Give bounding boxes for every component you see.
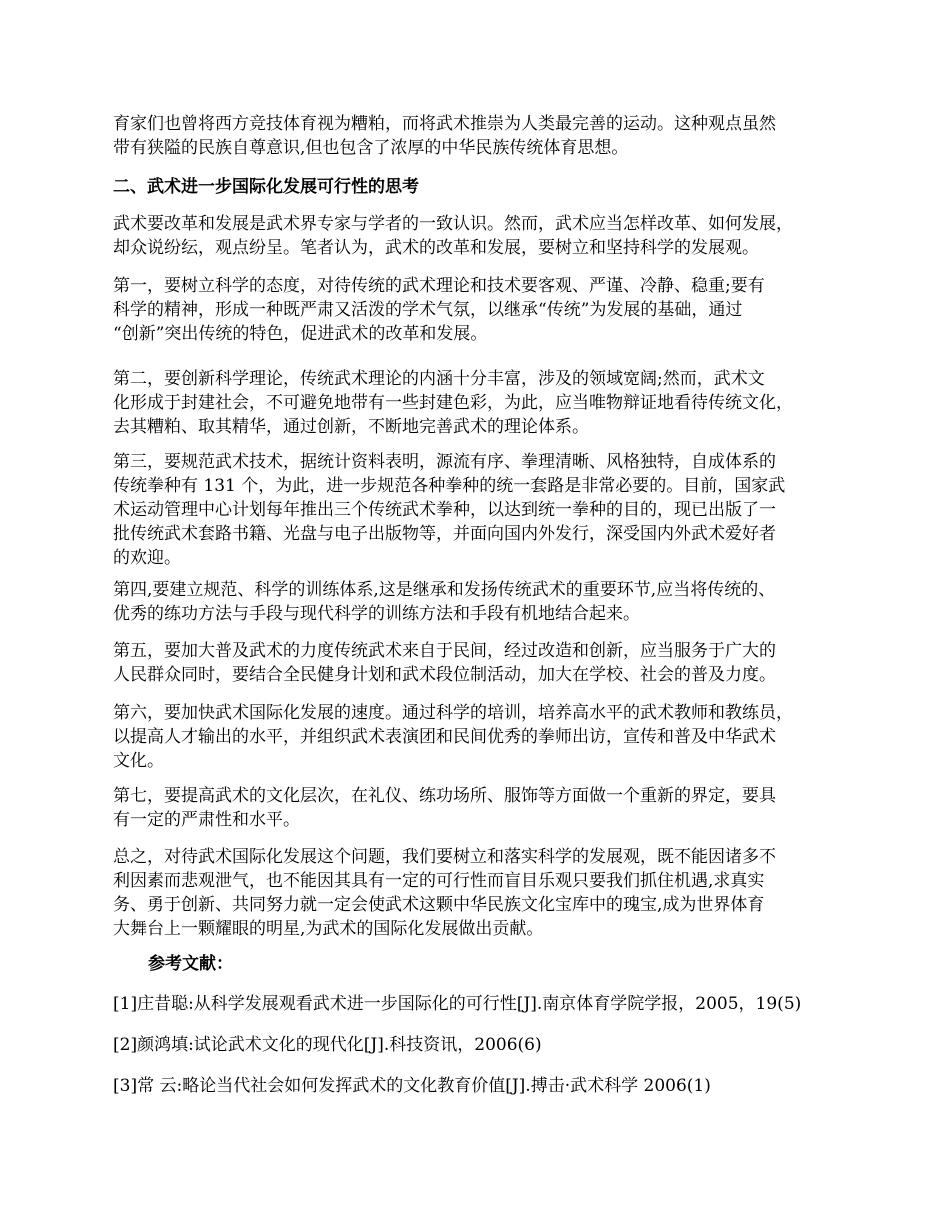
paragraph xyxy=(113,701,853,773)
paragraph-line: 第六，要加快武术国际化发展的速度。通过科学的培训，培养高水平的武术教师和教练员， xyxy=(113,703,793,723)
reference-text: [3]常 云:略论当代社会如何发挥武术的文化教育价值[J].搏击·武术科学 2006(1) xyxy=(113,1076,711,1096)
paragraph-line: 总之，对待武术国际化发展这个问题，我们要树立和落实科学的发展观，既不能因诸多不 xyxy=(113,847,776,867)
paragraph-line: 术运动管理中心计划每年推出三个传统武术拳种，以达到统一拳种的目的，现已出版了一 xyxy=(113,500,776,520)
paragraph xyxy=(113,274,853,346)
paragraph-line: 化形成于封建社会，不可避免地带有一些封建色彩，为此，应当唯物辩证地看待传统文化， xyxy=(113,393,793,413)
paragraph-line: 人民群众同时，要结合全民健身计划和武术段位制活动，加大在学校、社会的普及力度。 xyxy=(113,665,776,685)
paragraph xyxy=(113,639,853,687)
paragraph-line: 第五，要加大普及武术的力度传统武术来自于民间，经过改造和创新，应当服务于广大的 xyxy=(113,641,776,661)
paragraph xyxy=(113,450,853,570)
paragraph-line: 第三，要规范武术技术，据统计资料表明，源流有序、拳理清晰、风格独特，自成体系的 xyxy=(113,452,776,472)
paragraph-line: 的欢迎。 xyxy=(113,548,181,568)
paragraph-line: 第二，要创新科学理论，传统武术理论的内涵十分丰富，涉及的领域宽阔;然而，武术文 xyxy=(113,369,765,389)
paragraph-line: 文化。 xyxy=(113,751,164,771)
paragraph-line: 优秀的练功方法与手段与现代科学的训练方法和手段有机地结合起来。 xyxy=(113,604,640,624)
paragraph-line: 有一定的严肃性和水平。 xyxy=(113,810,300,830)
reference-text: [2]颜鸿填:试论武术文化的现代化[J].科技资讯，2006(6) xyxy=(113,1035,542,1055)
paragraph xyxy=(113,578,853,626)
reference-item xyxy=(113,1033,853,1057)
paragraph xyxy=(113,112,853,160)
reference-text: [1]庄昔聪:从科学发展观看武术进一步国际化的可行性[J].南京体育学院学报，2005，19(5) xyxy=(113,994,802,1014)
section-heading-text: 二、武术进一步国际化发展可行性的思考 xyxy=(113,177,419,197)
paragraph xyxy=(113,845,853,941)
paragraph-line: 科学的精神，形成一种既严肃又活泼的学术气氛，以继承“传统”为发展的基础，通过 xyxy=(113,300,743,320)
paragraph-line: 批传统武术套路书籍、光盘与电子出版物等，并面向国内外发行，深受国内外武术爱好者 xyxy=(113,524,776,544)
paragraph-line: 务、勇于创新、共同努力就一定会使武术这颗中华民族文化宝库中的瑰宝,成为世界体育 xyxy=(113,895,765,915)
references-heading xyxy=(148,952,888,976)
paragraph-line: 带有狭隘的民族自尊意识,但也包含了浓厚的中华民族传统体育思想。 xyxy=(113,138,629,158)
paragraph-line: 利因素而悲观泄气，也不能因其具有一定的可行性而盲目乐观只要我们抓住机遇,求真实 xyxy=(113,871,765,891)
paragraph xyxy=(113,367,853,439)
paragraph-line: 第四,要建立规范、科学的训练体系,这是继承和发扬传统武术的重要环节,应当将传统的、 xyxy=(113,580,776,600)
paragraph-line: 第七，要提高武术的文化层次，在礼仪、练功场所、服饰等方面做一个重新的界定，要具 xyxy=(113,786,776,806)
reference-item xyxy=(113,1074,853,1098)
paragraph-line: 去其糟粕、取其精华，通过创新，不断地完善武术的理论体系。 xyxy=(113,417,589,437)
paragraph-line: 育家们也曾将西方竞技体育视为糟粕，而将武术推崇为人类最完善的运动。这种观点虽然 xyxy=(113,114,776,134)
section-heading xyxy=(113,175,853,199)
references-title: 参考文献： xyxy=(148,954,233,974)
paragraph-line: 却众说纷纭，观点纷呈。笔者认为，武术的改革和发展，要树立和坚持科学的发展观。 xyxy=(113,238,759,258)
paragraph-line: 大舞台上一颗耀眼的明星,为武术的国际化发展做出贡献。 xyxy=(113,919,544,939)
paragraph-line: 传统拳种有 131 个，为此，进一步规范各种拳种的统一套路是非常必要的。目前，国家武 xyxy=(113,476,786,496)
reference-item xyxy=(113,992,853,1016)
paragraph xyxy=(113,784,853,832)
paragraph-line: “创新”突出传统的特色，促进武术的改革和发展。 xyxy=(113,324,488,344)
paragraph xyxy=(113,212,853,260)
paragraph-line: 武术要改革和发展是武术界专家与学者的一致认识。然而，武术应当怎样改革、如何发展， xyxy=(113,214,793,234)
paragraph-line: 以提高人才输出的水平，并组织武术表演团和民间优秀的拳师出访，宣传和普及中华武术 xyxy=(113,727,776,747)
paragraph-line: 第一，要树立科学的态度，对待传统的武术理论和技术要客观、严谨、冷静、稳重;要有 xyxy=(113,276,765,296)
